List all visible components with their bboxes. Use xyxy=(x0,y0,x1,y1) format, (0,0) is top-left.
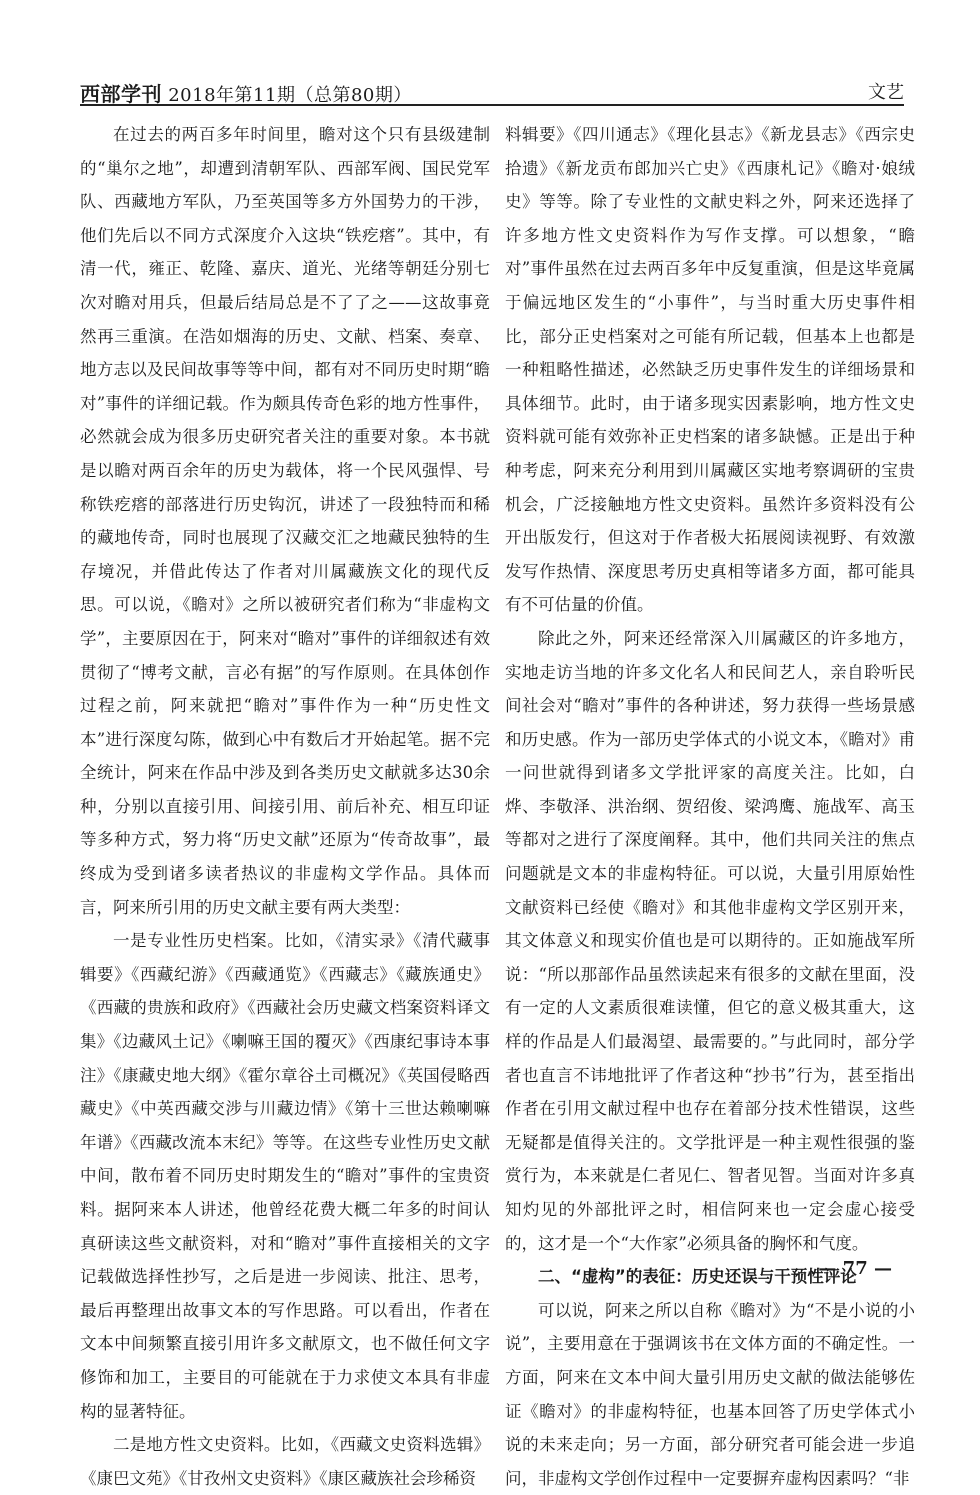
section-label: 文艺 xyxy=(868,82,904,103)
issue-info: 2018年第11期（总第80期） xyxy=(168,85,412,106)
right-column xyxy=(505,118,915,1495)
paragraph-continued: 料辑要》《四川通志》《理化县志》《新龙县志》《西宗史拾遗》《新龙贡布郎加兴亡史》《西康札记》《瞻对·娘绒史》等等。除了专业性的文献史料之外，阿来还选择了许多地方性文史资料作为写作支撑。可以想象，“瞻对”事件虽然在过去两百多年中反复重演，但是这毕竟属于偏远地区发生的“小事件”，与当时重大历史事件相比，部分正史档案对之可能有所记载，但基本上也都是一种粗略性描述，必然缺乏历史事件发生的详细场景和具体细节。此时，由于诸多现实因素影响，地方性文史资料就可能有效弥补正史档案的诸多缺憾。正是出于种种考虑，阿来充分利用到川属藏区实地考察调研的宝贵机会，广泛接触地方性文史资料。虽然许多资料没有公开出版发行，但这对于作者极大拓展阅读视野、有效激发写作热情、深度思考历史真相等诸多方面，都可能具有不可估量的价值。 xyxy=(505,125,915,615)
page-header xyxy=(80,74,904,104)
paragraph: 二是地方性文史资料。比如，《西藏文史资料选辑》《康巴文苑》《甘孜州文史资料》《康区藏族社会珍稀资 xyxy=(80,1435,490,1488)
header-rule xyxy=(80,104,904,106)
page-number: — 77 — xyxy=(818,1258,892,1279)
paragraph: 一是专业性历史档案。比如，《清实录》《清代藏事辑要》《西藏纪游》《西藏通览》《西藏志》《藏族通史》《西藏的贵族和政府》《西藏社会历史藏文档案资料译文集》《边藏风土记》《喇嘛王国的覆灭》《西康纪事诗本事注》《康藏史地大纲》《霍尔章谷土司概况》《英国侵略西藏史》《中英西藏交涉与川藏边情》《第十三世达赖喇嘛年谱》《西藏改流本末纪》等等。在这些专业性历史文献中间，散布着不同历史时期发生的“瞻对”事件的宝贵资料。据阿来本人讲述，他曾经花费大概二年多的时间认真研读这些文献资料，对和“瞻对”事件直接相关的文字记载做选择性抄写，之后是进一步阅读、批注、思考，最后再整理出故事文本的写作思路。可以看出，作者在文本中间频繁直接引用许多文献原文，也不做任何文字修饰和加工，主要目的可能就在于力求使文本具有非虚构的显著特征。 xyxy=(80,931,490,1421)
journal-name: 西部学刊 xyxy=(80,82,162,106)
paragraph: 可以说，阿来之所以自称《瞻对》为“不是小说的小说”，主要用意在于强调该书在文体方面的不确定性。一方面，阿来在文本中间大量引用历史文献的做法能够佐证《瞻对》的非虚构特征，也基本回答了历史学体式小说的未来走向；另一方面，部分研究者可能会进一步追问，非虚构文学创作过程中一定要摒弃虚构因素吗？“非 xyxy=(505,1300,915,1488)
section-heading: 二、“虚构”的表征：历史还误与干预性评论 xyxy=(538,1267,857,1287)
paragraph: 在过去的两百多年时间里，瞻对这个只有县级建制的“巢尔之地”，却遭到清朝军队、西部军阀、国民党军队、西藏地方军队，乃至英国等多方外国势力的干涉，他们先后以不同方式深度介入这块“铁疙瘩”。其中，有清一代，雍正、乾隆、嘉庆、道光、光绪等朝廷分别七次对瞻对用兵，但最后结局总是不了了之——这故事竟然再三重演。在浩如烟海的历史、文献、档案、奏章、地方志以及民间故事等等中间，都有对不同历史时期“瞻对”事件的详细记载。作为颇具传奇色彩的地方性事件，必然就会成为很多历史研究者关注的重要对象。本书就是以瞻对两百余年的历史为载体，将一个民风强悍、号称铁疙瘩的部落进行历史钩沉，讲述了一段独特而和稀的藏地传奇，同时也展现了汉藏交汇之地藏民独特的生存境况，并借此传达了作者对川属藏族文化的现代反思。可以说，《瞻对》之所以被研究者们称为“非虚构文学”，主要原因在于，阿来对“瞻对”事件的详细叙述有效贯彻了“博考文献，言必有据”的写作原则。在具体创作过程之前，阿来就把“瞻对”事件作为一种“历史性文本”进行深度勾陈，做到心中有数后才开始起笔。据不完全统计，阿来在作品中涉及到各类历史文献就多达30余种，分别以直接引用、间接引用、前后补充、相互印证等多种方式，努力将“历史文献”还原为“传奇故事”，最终成为受到诸多读者热议的非虚构文学作品。具体而言，阿来所引用的历史文献主要有两大类型： xyxy=(80,125,490,917)
left-column xyxy=(80,118,490,1495)
journal-issue-line xyxy=(80,78,412,107)
paragraph: 除此之外，阿来还经常深入川属藏区的许多地方，实地走访当地的许多文化名人和民间艺人，亲自聆听民间社会对“瞻对”事件的各种讲述，努力获得一些场景感和历史感。作为一部历史学体式的小说文本，《瞻对》甫一问世就得到诸多文学批评家的高度关注。比如，白烨、李敬泽、洪治纲、贺绍俊、梁鸿鹰、施战军、高玉等都对之进行了深度阐释。其中，他们共同关注的焦点问题就是文本的非虚构特征。可以说，大量引用原始性文献资料已经使《瞻对》和其他非虚构文学区别开来，其文体意义和现实价值也是可以期待的。正如施战军所说：“所以那部作品虽然读起来有很多的文献在里面，没有一定的人文素质很难读懂，但它的意义极其重大，这样的作品是人们最渴望、最需要的。”与此同时，部分学者也直言不讳地批评了作者这种“抄书”行为，甚至指出作者在引用文献过程中也存在着部分技术性错误，这些无疑都是值得关注的。文学批评是一种主观性很强的鉴赏行为，本来就是仁者见仁、智者见智。当面对许多真知灼见的外部批评之时，相信阿来也一定会虚心接受的，这才是一个“大作家”必须具备的胸怀和气度。 xyxy=(505,628,915,1253)
